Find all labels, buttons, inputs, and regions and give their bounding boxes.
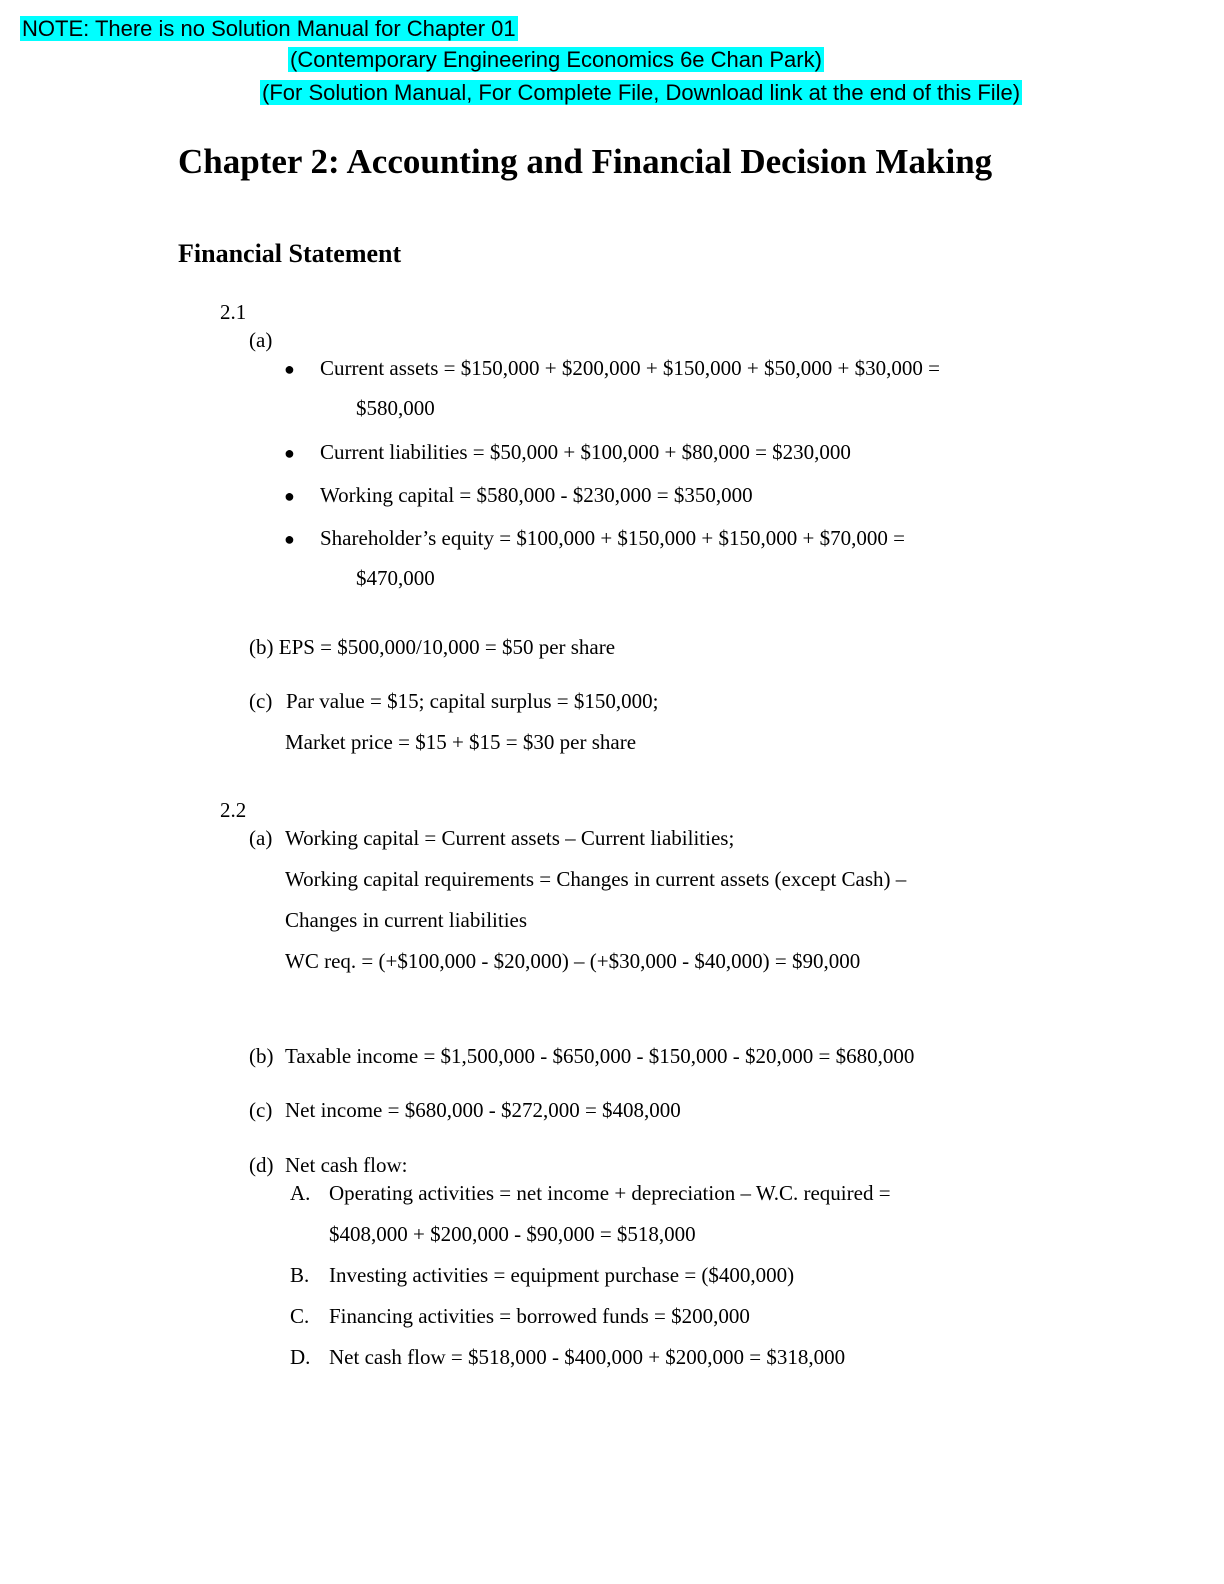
current-assets-line: Current assets = $150,000 + $200,000 + $150,000 + $50,000 + $30,000 = [320, 356, 940, 380]
wc-req-calculation: WC req. = (+$100,000 - $20,000) – (+$30,000 - $40,000) = $90,000 [285, 949, 861, 973]
net-cash-flow-heading: Net cash flow: [285, 1153, 408, 1177]
wc-requirements-cont: Changes in current liabilities [285, 908, 528, 932]
item-label-c: C. [290, 1304, 310, 1328]
market-price-line: Market price = $15 + $15 = $30 per share [285, 730, 637, 754]
section-heading: Financial Statement [178, 239, 402, 268]
net-cash-flow-result: Net cash flow = $518,000 - $400,000 + $200,000 = $318,000 [329, 1345, 846, 1369]
problem-number-2-1: 2.1 [220, 300, 247, 324]
problem-number-2-2: 2.2 [220, 798, 247, 822]
bullet-marker: ● [284, 486, 295, 506]
eps-line: (b) EPS = $500,000/10,000 = $50 per share [249, 635, 616, 659]
part-label-c: (c) [249, 1098, 273, 1122]
shareholders-equity-line: Shareholder’s equity = $100,000 + $150,000 + $150,000 + $70,000 = [320, 526, 905, 550]
part-label-b: (b) [249, 1044, 274, 1068]
investing-activities-line: Investing activities = equipment purchase = ($400,000) [329, 1263, 795, 1287]
bullet-marker: ● [284, 443, 295, 463]
working-capital-line: Working capital = $580,000 - $230,000 = $350,000 [320, 483, 753, 507]
current-liabilities-line: Current liabilities = $50,000 + $100,000 + $80,000 = $230,000 [320, 440, 851, 464]
operating-activities-result: $408,000 + $200,000 - $90,000 = $518,000 [329, 1222, 696, 1246]
note-download-link: (For Solution Manual, For Complete File, Download link at the end of this File) [262, 80, 1021, 105]
working-capital-definition: Working capital = Current assets – Current liabilities; [285, 826, 735, 850]
note-book-title: (Contemporary Engineering Economics 6e Chan Park) [290, 47, 822, 72]
item-label-a: A. [290, 1181, 311, 1205]
item-label-d: D. [290, 1345, 311, 1369]
note-chapter-01: NOTE: There is no Solution Manual for Chapter 01 [22, 16, 516, 41]
item-label-b: B. [290, 1263, 310, 1287]
part-label-d: (d) [249, 1153, 274, 1177]
par-value-line: Par value = $15; capital surplus = $150,000; [286, 689, 659, 713]
part-label-a: (a) [249, 328, 273, 352]
taxable-income-line: Taxable income = $1,500,000 - $650,000 - $150,000 - $20,000 = $680,000 [285, 1044, 915, 1068]
bullet-marker: ● [284, 529, 295, 549]
financing-activities-line: Financing activities = borrowed funds = $200,000 [329, 1304, 750, 1328]
part-label-a: (a) [249, 826, 273, 850]
bullet-marker: ● [284, 359, 295, 379]
net-income-line: Net income = $680,000 - $272,000 = $408,000 [285, 1098, 681, 1122]
operating-activities-line: Operating activities = net income + depreciation – W.C. required = [329, 1181, 891, 1205]
page-title: Chapter 2: Accounting and Financial Decision Making [178, 142, 993, 181]
shareholders-equity-result: $470,000 [356, 566, 435, 590]
part-label-c: (c) [249, 689, 273, 713]
current-assets-result: $580,000 [356, 396, 435, 420]
wc-requirements-line: Working capital requirements = Changes in current assets (except Cash) – [285, 867, 907, 891]
